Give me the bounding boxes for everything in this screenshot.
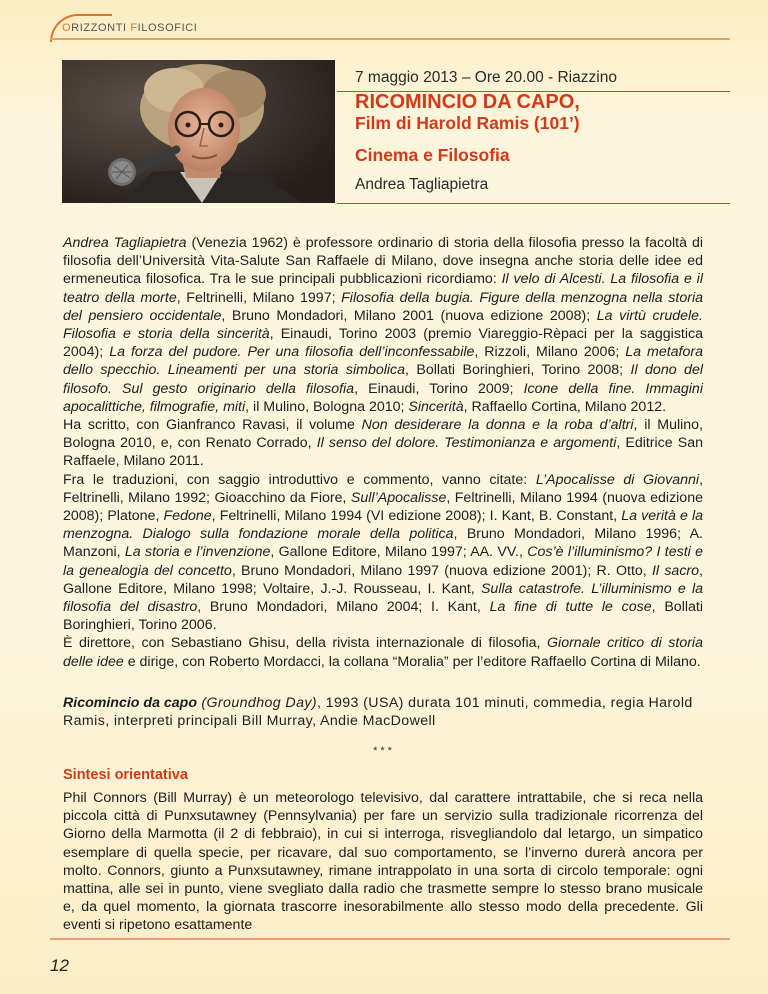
bio-paragraph-4 — [63, 634, 703, 670]
speaker-photo — [62, 60, 335, 203]
translation-title: La fine di tutte le cose — [489, 599, 652, 616]
bio-text: , Feltrinelli, Milano 1997; — [176, 289, 342, 306]
speaker-portrait-image — [62, 60, 335, 203]
section-separator: *** — [373, 745, 395, 757]
bio-text: , Gallone Editore, Milano 1997; AA. VV., — [270, 544, 528, 561]
event-title: RICOMINCIO DA CAPO, — [355, 91, 580, 113]
translation-title: L’Apocalisse di Giovanni — [535, 471, 700, 488]
work-title: Filosofia della bugia. Figure della menzogna nella storia del pensiero occidentale — [63, 289, 703, 324]
translation-title: Il sacro — [651, 562, 700, 579]
page-number: 12 — [50, 956, 69, 975]
bio-text: , Gallone Editore, Milano 1998; Voltaire, J.-J. Rousseau, I. Kant, — [63, 562, 703, 597]
bio-text: È direttore, con Sebastiano Ghisu, della rivista internazionale di filosofia, — [63, 635, 547, 652]
work-title: Il dono del filosofo. Sul gesto originario della filosofia — [63, 362, 703, 397]
film-info — [63, 694, 703, 730]
bio-text: , Bruno Mondadori, Milano 1996; A. Manzoni, — [63, 526, 703, 561]
event-header-rule-bottom — [337, 203, 730, 204]
bio-text: , Rizzoli, Milano 2006; — [474, 344, 626, 361]
work-title: La virtù crudele. Filosofia e storia della sincerità — [63, 307, 703, 343]
translation-title: Fedone — [163, 508, 212, 525]
logo-part-1: RIZZONTI — [71, 22, 131, 34]
work-title: Sincerità — [408, 398, 464, 415]
bio-text: , Bruno Mondadori, Milano 1997 (nuova edizione 2001); R. Otto, — [231, 562, 652, 579]
film-title: Ricomincio da capo — [63, 695, 198, 711]
bio-text: Ha scritto, con Gianfranco Ravasi, il volume — [63, 417, 362, 434]
bio-text: , Bollati Boringhieri, Torino 2006. — [63, 599, 703, 634]
bio-name: Andrea Tagliapietra — [63, 235, 187, 251]
logo-letter-f: F — [130, 22, 138, 34]
film-details: , 1993 (USA) durata 101 minuti, commedia, regia Harold Ramis, interpreti principali Bill Murray, Andie MacDowell — [63, 695, 693, 730]
bio-paragraph-3 — [63, 471, 703, 635]
bio-text: , Feltrinelli, Milano 1994 (VI edizione 2008); I. Kant, B. Constant, — [211, 508, 622, 525]
bio-text: (Venezia 1962) è professore ordinario di storia della filosofia presso la facoltà di filosofia dell’Università Vita-Salute San Raffaele di Milano, dove insegna anche storia delle idee ed ermeneutica filosofica. Tra le sue principali pubblicazioni ricordiamo: — [63, 235, 703, 288]
work-title: La forza del pudore. Per una filosofia dell’inconfessabile — [109, 344, 475, 361]
translation-title: Sull’Apocalisse — [350, 489, 447, 506]
film-original-title: (Groundhog Day) — [197, 695, 317, 711]
event-subtitle: Film di Harold Ramis (101’) — [355, 113, 580, 133]
work-title: Non desiderare la donna e la roba d’altri — [361, 417, 634, 434]
translation-title: Sulla catastrofe. L’illuminismo e la filosofia del disastro — [63, 580, 703, 616]
translation-title: La storia e l’invenzione — [124, 544, 271, 561]
work-title: La metafora dello specchio. Lineamenti per una storia simbolica — [63, 344, 703, 379]
event-date: 7 maggio 2013 – Ore 20.00 - Riazzino — [355, 69, 617, 86]
bio-text: , Raffaello Cortina, Milano 2012. — [463, 398, 667, 415]
bio-text: , Bollati Boringhieri, Torino 2008; — [405, 362, 631, 379]
logo-letter-o: O — [62, 22, 72, 34]
synopsis-text: Phil Connors (Bill Murray) è un meteorologo televisivo, dal carattere intrattabile, che si reca nella piccola città di Punxsutawney (Pennsylvania) per fare un servizio sulla tradizionale ricorrenza del Giorno della Marmotta (il 2 di febbraio), in cui si interroga, risvegliandolo dal letargo, un simpatico esemplare di quella specie, per ricavare, dal suo comportamento, se l’inverno durerà ancora per molto. Connors, giunto a Punxsutawney, rimane intrappolato in una sorta di circolo temporale: ogni mattina, alle sei in punto, viene svegliato dalla radio che trasmette sempre lo stesso brano musicale e, da quel momento, la giornata trascorre inesorabilmente allo stesso modo della precedente. Gli eventi si ripetono esattamente — [63, 790, 703, 934]
bio-text: , Feltrinelli, Milano 1994 (nuova edizione 2008); Platone, — [63, 489, 703, 525]
header-rule — [50, 38, 730, 40]
bio-text: , Bruno Mondadori, Milano 2001 (nuova edizione 2008); — [221, 307, 597, 324]
translation-title: La verità e la menzogna. Dialogo sulla fondazione morale della politica — [63, 508, 703, 543]
bio-paragraph-1 — [63, 234, 703, 416]
event-category: Cinema e Filosofia — [355, 145, 510, 165]
translation-title: Cos’è l’illuminismo? I testi e la genealogia del concetto — [63, 544, 703, 579]
work-title: Icone della fine. Immagini apocalittiche, filmografie, miti — [63, 380, 703, 415]
synopsis-heading: Sintesi orientativa — [63, 767, 188, 783]
bio-text: , Einaudi, Torino 2009; — [354, 380, 524, 397]
bio-text: , Feltrinelli, Milano 1992; Gioacchino da Fiore, — [63, 471, 704, 506]
logo-part-2: ILOSOFICI — [137, 22, 198, 34]
footer-rule — [50, 938, 730, 940]
bio-text: Fra le traduzioni, con saggio introduttivo e commento, vanno citate: — [63, 471, 536, 488]
journal-title: Giornale critico di storia delle idee — [63, 635, 703, 670]
bio-text: e dirige, con Roberto Mordacci, la collana “Moralia” per l’editore Raffaello Cortina di Milano. — [123, 653, 701, 670]
bio-text: , il Mulino, Bologna 2010; — [245, 398, 409, 415]
work-title: Il senso del dolore. Testimonianza e argomenti — [316, 435, 617, 452]
bio-text: , il Mulino, Bologna 2010, e, con Renato Corrado, — [63, 417, 703, 452]
work-title: Il velo di Alcesti. La filosofia e il teatro della morte — [63, 271, 703, 306]
bio-text: , Bruno Mondadori, Milano 2004; I. Kant, — [197, 599, 490, 616]
speaker-biography — [63, 234, 703, 671]
bio-paragraph-2 — [63, 416, 703, 471]
logo-text — [62, 22, 197, 34]
event-speaker: Andrea Tagliapietra — [355, 176, 489, 193]
bio-text: , Editrice San Raffaele, Milano 2011. — [63, 435, 703, 470]
bio-text: , Einaudi, Torino 2003 (premio Viareggio-Rèpaci per la saggistica 2004); — [63, 326, 703, 361]
